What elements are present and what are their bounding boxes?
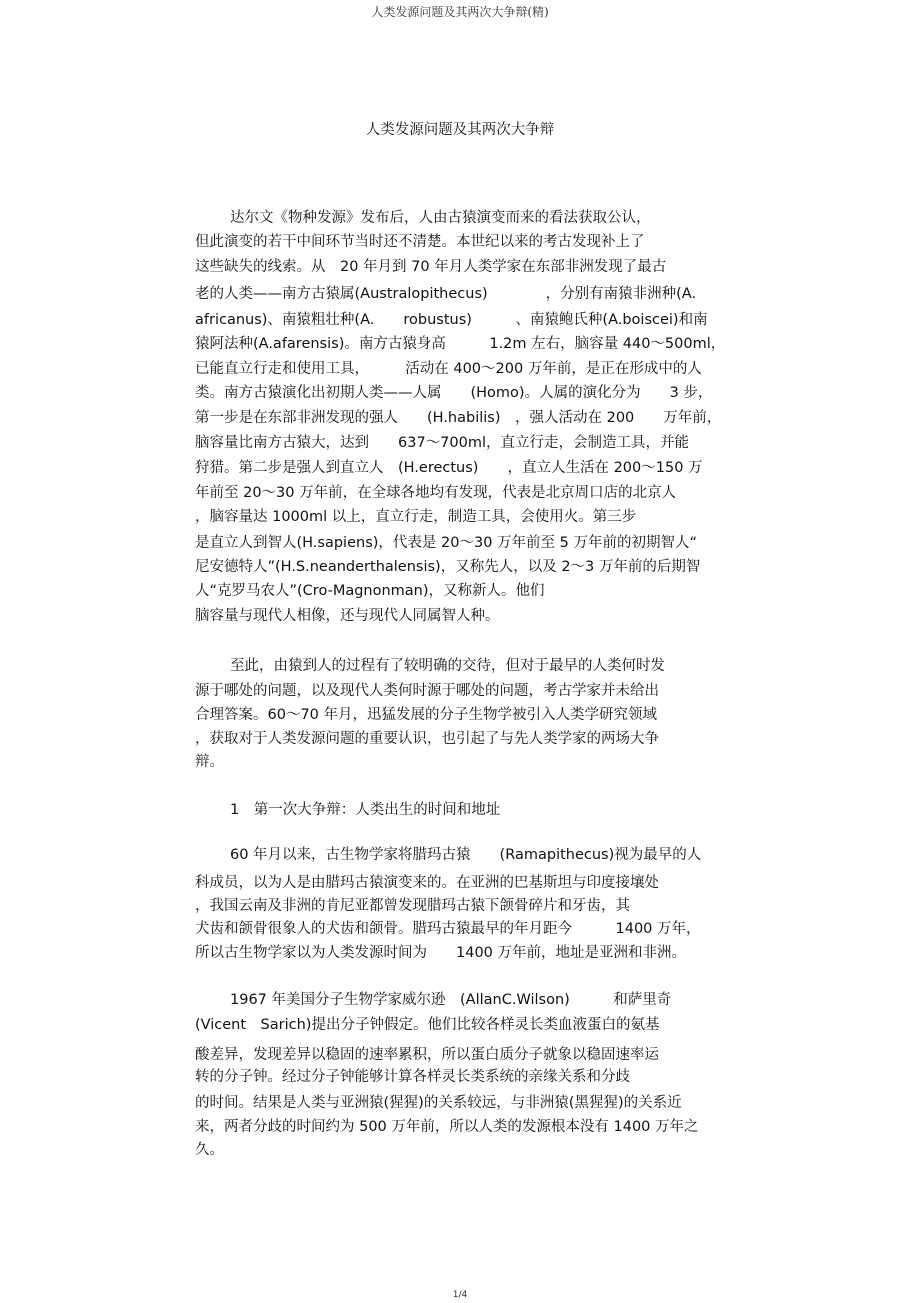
text-line: 转的分子钟。经过分子钟能够计算各样灵长类系统的亲缘关系和分歧	[195, 1069, 630, 1085]
text-line: (Vicent Sarich)提出分子钟假定。他们比较各样灵长类血液蛋白的氨基	[195, 1017, 660, 1033]
text-line: 辩。	[195, 754, 224, 770]
text-line: 合理答案。60～70 年月，迅猛发展的分子生物学被引入人类学研究领域	[195, 707, 658, 723]
text-line: 人“克罗马农人”(Cro-Magnonman)，又称新人。他们	[195, 583, 545, 599]
text-line: 但此演变的若干中间环节当时还不清楚。本世纪以来的考古发现补上了	[195, 234, 645, 250]
text-line: 所以古生物学家以为人类发源时间为 1400 万年前，地址是亚洲和非洲。	[195, 945, 687, 961]
text-line: 是直立人到智人(H.sapiens)，代表是 20～30 万年前至 5 万年前的初期智人“	[195, 535, 697, 551]
text-line: 第一步是在东部非洲发现的强人 (H.habilis) ，强人活动在 200 万年前，	[195, 410, 722, 426]
text-line: 来，两者分歧的时间约为 500 万年前，所以人类的发源根本没有 1400 万年之	[195, 1119, 699, 1135]
text-line: 犬齿和颌骨很象人的犬齿和颌骨。腊玛古猿最早的年月距今 1400 万年，	[195, 921, 701, 937]
text-line: 狩猎。第二步是强人到直立人 (H.erectus) ，直立人生活在 200～150 万	[195, 460, 703, 476]
text-line: ，我国云南及非洲的肯尼亚都曾发现腊玛古猿下颌骨碎片和牙齿，其	[195, 898, 630, 914]
text-line: 脑容量比南方古猿大，达到 637～700ml，直立行走，会制造工具，并能	[195, 435, 690, 451]
text-line: 久。	[195, 1142, 224, 1158]
text-line: 的时间。结果是人类与亚洲猿(猩猩)的关系较远，与非洲猿(黑猩猩)的关系近	[195, 1095, 682, 1111]
page-number: 1/4	[452, 1290, 468, 1300]
text-line: 1967 年美国分子生物学家威尔逊 (AllanC.Wilson) 和萨里奇	[230, 992, 672, 1008]
text-line: 猿阿法种(A.afarensis)。南方古猿身高 1.2m 左右，脑容量 440～500ml，	[195, 336, 726, 352]
text-line: africanus)、南猿粗壮种(A. robustus) 、南猿鲍氏种(A.boiscei)和南	[195, 312, 708, 328]
text-line: ，脑容量达 1000ml 以上，直立行走，制造工具，会使用火。第三步	[195, 509, 637, 525]
text-line: 老的人类——南方古猿属(Australopithecus) ，分别有南猿非洲种(A.	[195, 286, 697, 302]
text-line: 已能直立行走和使用工具， 活动在 400～200 万年前，是正在形成中的人	[195, 361, 702, 377]
text-line: 酸差异，发现差异以稳固的速率累积，所以蛋白质分子就象以稳固速率运	[195, 1047, 659, 1063]
section-heading: 1 第一次大争辩：人类出生的时间和地址	[230, 802, 501, 818]
page-header: 人类发源问题及其两次大争辩(精)	[371, 5, 549, 19]
text-line: 这些缺失的线索。从 20 年月到 70 年月人类学家在东部非洲发现了最古	[195, 259, 667, 275]
text-line: 类。南方古猿演化出初期人类——人属 (Homo)。人属的演化分为 3 步，	[195, 385, 713, 401]
text-line: 脑容量与现代人相像，还与现代人同属智人种。	[195, 608, 500, 624]
text-line: 源于哪处的问题，以及现代人类何时源于哪处的问题，考古学家并未给出	[195, 683, 659, 699]
document-title: 人类发源问题及其两次大争辩	[365, 122, 555, 138]
text-line: 达尔文《物种发源》发布后，人由古猿演变而来的看法获取公认，	[230, 210, 651, 226]
text-line: 科成员，以为人是由腊玛古猿演变来的。在亚洲的巴基斯坦与印度接壤处	[195, 875, 659, 891]
text-line: 至此，由猿到人的过程有了较明确的交待，但对于最早的人类何时发	[230, 658, 665, 674]
text-line: 年前至 20～30 万年前，在全球各地均有发现，代表是北京周口店的北京人	[195, 485, 677, 501]
text-line: 尼安德特人”(H.S.neanderthalensis)，又称先人，以及 2～3 万年前的后期智	[195, 559, 701, 575]
text-line: 60 年月以来，古生物学家将腊玛古猿 (Ramapithecus)视为最早的人	[230, 847, 702, 863]
text-line: ，获取对于人类发源问题的重要认识，也引起了与先人类学家的两场大争	[195, 731, 659, 747]
